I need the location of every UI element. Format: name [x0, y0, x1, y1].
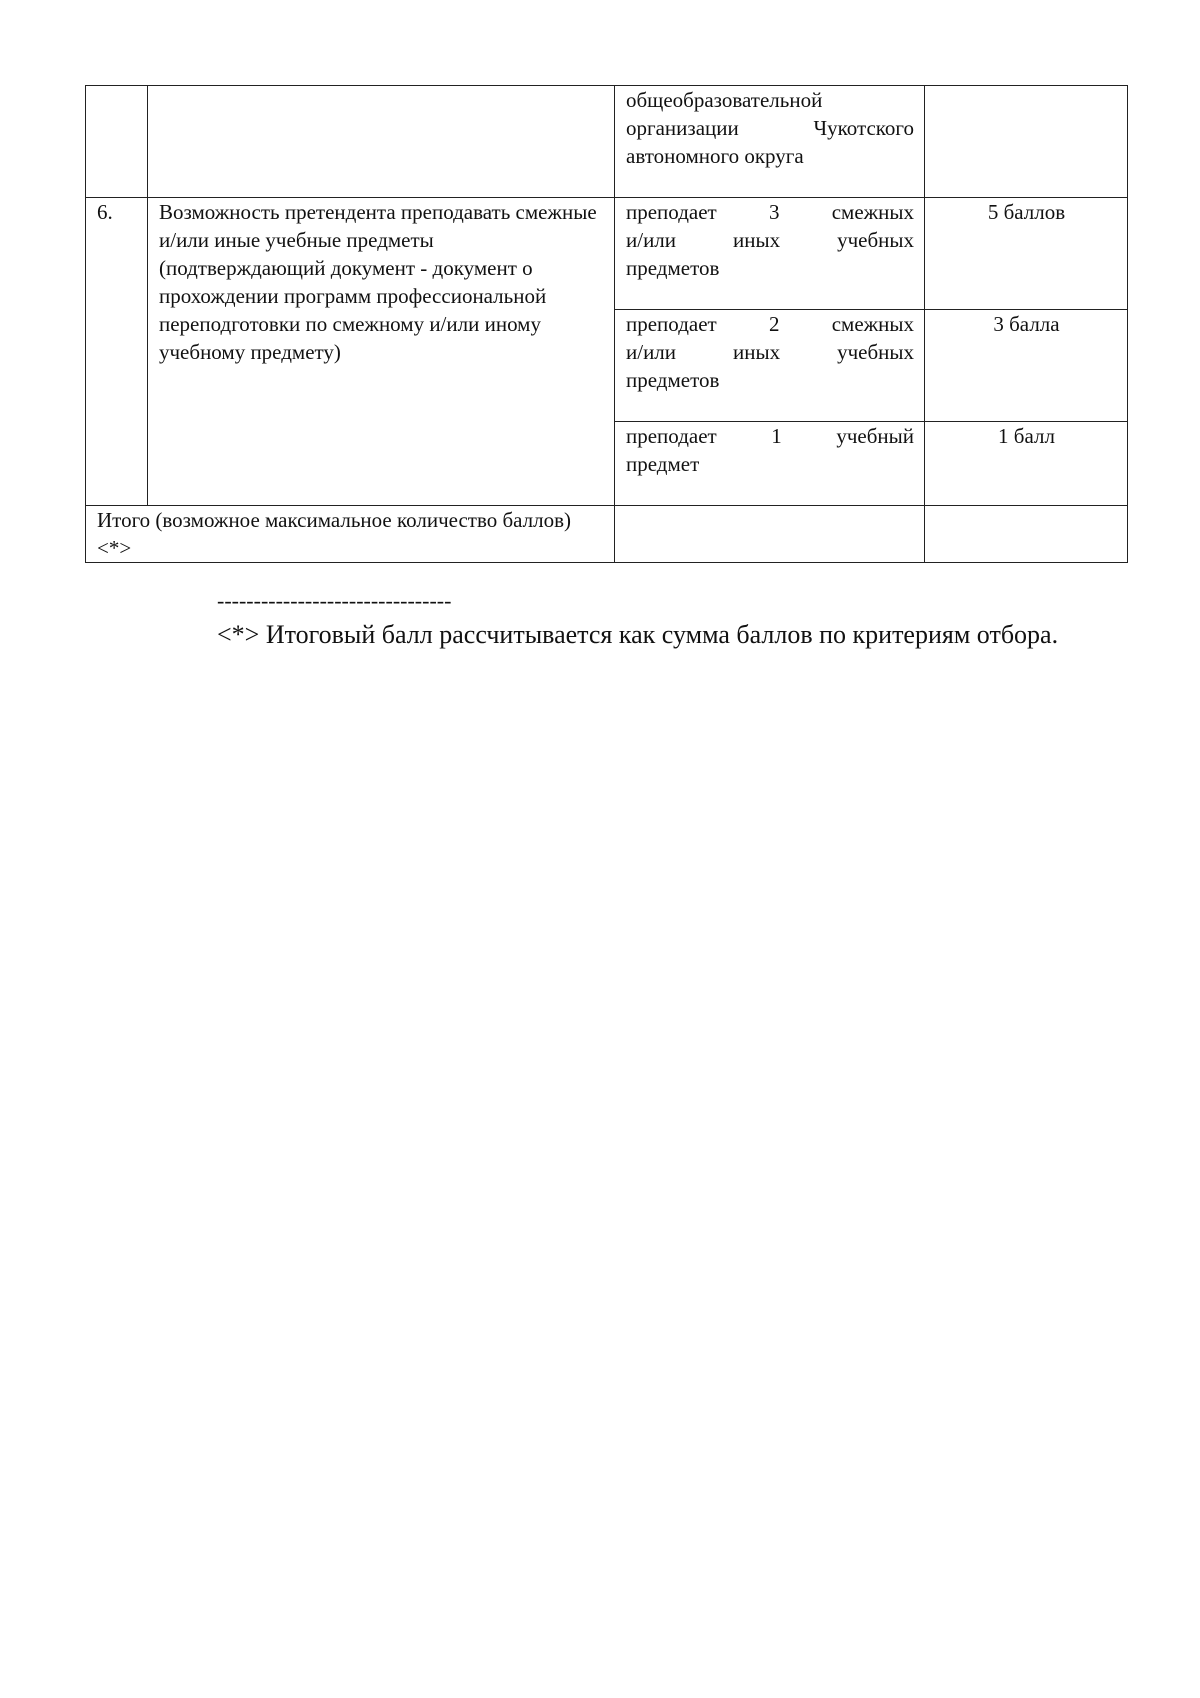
- option-line: предмет: [626, 452, 700, 476]
- option-line: и/или иных учебных: [626, 228, 914, 252]
- total-score-empty: [925, 506, 1128, 563]
- description-line: автономного округа: [626, 144, 804, 168]
- total-description-empty: [615, 506, 925, 563]
- option-description: [615, 198, 925, 310]
- option-line: преподает 2 смежных: [626, 312, 914, 336]
- option-line: предметов: [626, 256, 720, 280]
- criterion-number: 6.: [86, 198, 148, 506]
- description-line: общеобразовательной: [626, 88, 823, 112]
- option-description: [615, 422, 925, 506]
- criterion-text: Возможность претендента преподавать смежные и/или иные учебные предметы (подтверждающий документ - документ о прохождении программ профессиональной переподготовки по смежному и/или иному учебному предмету): [148, 198, 615, 506]
- criterion-cell-empty: [148, 86, 615, 198]
- option-score: 3 балла: [925, 310, 1128, 422]
- option-line: преподает 3 смежных: [626, 200, 914, 224]
- option-line: и/или иных учебных: [626, 340, 914, 364]
- score-cell-empty: [925, 86, 1128, 198]
- footnote-text: <*> Итоговый балл рассчитывается как сумма баллов по критериям отбора.: [217, 620, 1059, 649]
- description-line: организации Чукотского: [626, 116, 914, 140]
- table-row-continued: [86, 86, 1128, 198]
- option-line: преподает 1 учебный: [626, 424, 914, 448]
- footnote-separator: --------------------------------: [217, 588, 452, 613]
- option-score: 5 баллов: [925, 198, 1128, 310]
- option-description: [615, 310, 925, 422]
- option-line: предметов: [626, 368, 720, 392]
- criteria-table: [85, 85, 1128, 563]
- option-score: 1 балл: [925, 422, 1128, 506]
- table-row-total: [86, 506, 1128, 563]
- table-row-criterion-6: [86, 198, 1128, 310]
- number-cell-empty: [86, 86, 148, 198]
- total-label: Итого (возможное максимальное количество баллов) <*>: [86, 506, 615, 563]
- description-cell-continued: [615, 86, 925, 198]
